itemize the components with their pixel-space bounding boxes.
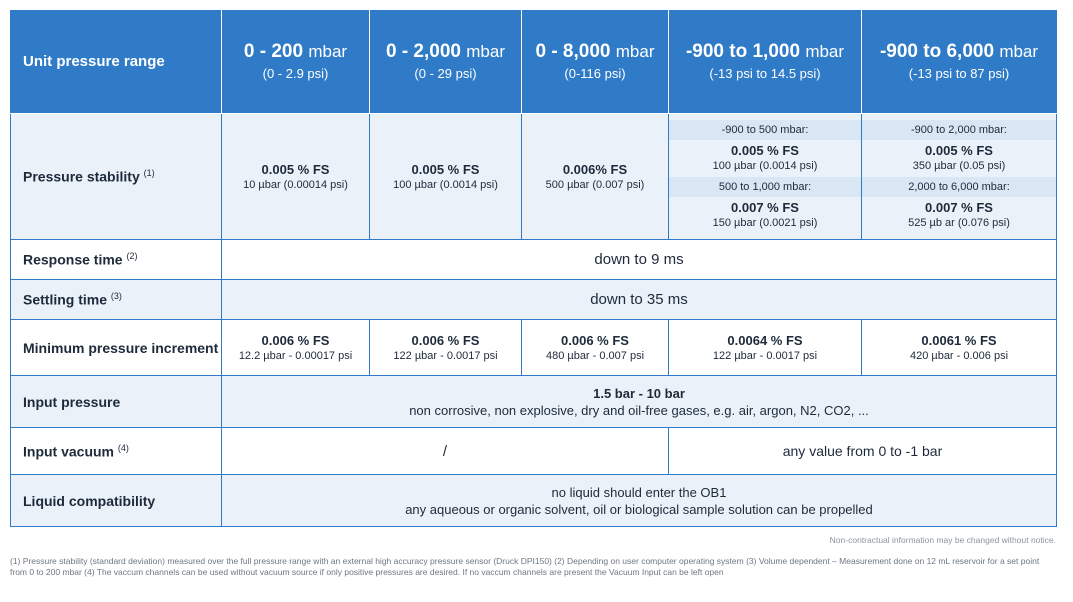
- increment-label: Minimum pressure increment: [11, 320, 222, 376]
- range-col-3: 0 - 8,000 mbar (0-116 psi): [522, 11, 669, 114]
- settling-value: down to 35 ms: [222, 280, 1057, 320]
- header-label: Unit pressure range: [11, 11, 222, 114]
- input-pressure-value: 1.5 bar - 10 bar non corrosive, non explosive, dry and oil-free gases, e.g. air, argon, N2, CO2, ...: [222, 376, 1057, 428]
- increment-col-5: 0.0061 % FS 420 µbar - 0.006 psi: [862, 320, 1057, 376]
- increment-col-1: 0.006 % FS 12.2 µbar - 0.00017 psi: [222, 320, 370, 376]
- stability-col-2: 0.005 % FS 100 µbar (0.0014 psi): [370, 114, 522, 240]
- response-value: down to 9 ms: [222, 240, 1057, 280]
- stability-col-5: -900 to 2,000 mbar: 0.005 % FS 350 µbar (0.05 psi) 2,000 to 6,000 mbar: 0.007 % FS 525 µb ar (0.076 psi): [862, 114, 1057, 240]
- specifications-table: [10, 10, 1057, 527]
- disclaimer: Non-contractual information may be changed without notice.: [829, 535, 1056, 545]
- increment-col-2: 0.006 % FS 122 µbar - 0.0017 psi: [370, 320, 522, 376]
- stability-col-3: 0.006% FS 500 µbar (0.007 psi): [522, 114, 669, 240]
- increment-row: [11, 320, 1057, 376]
- range-col-1: 0 - 200 mbar (0 - 2.9 psi): [222, 11, 370, 114]
- stability-col-4: -900 to 500 mbar: 0.005 % FS 100 µbar (0.0014 psi) 500 to 1,000 mbar: 0.007 % FS 150 µbar (0.0021 psi): [669, 114, 862, 240]
- range-col-2: 0 - 2,000 mbar (0 - 29 psi): [370, 11, 522, 114]
- footnotes: (1) Pressure stability (standard deviation) measured over the full pressure range with an external high accuracy pressure sensor (Druck DPI150) (2) Depending on user computer operating system (3) Volume dependent – Measurement done on 12 mL reservoir for a set point from 0 to 200 mbar (4) The vaccum channels can be used without vacuum source if only positive pressures are desired. If no vaccum channels are present the Vacuum Input can be left open: [10, 556, 1040, 577]
- liquid-value: no liquid should enter the OB1 any aqueous or organic solvent, oil or biological sample solution can be propelled: [222, 475, 1057, 527]
- response-label: Response time $^{(2)}$: [11, 240, 222, 280]
- liquid-label: Liquid compatibility: [11, 475, 222, 527]
- stability-row: [11, 114, 1057, 240]
- increment-col-3: 0.006 % FS 480 µbar - 0.007 psi: [522, 320, 669, 376]
- input-vacuum-right: any value from 0 to -1 bar: [669, 428, 1057, 475]
- stability-col-1: 0.005 % FS 10 µbar (0.00014 psi): [222, 114, 370, 240]
- input-vacuum-label: Input vacuum $^{(4)}$: [11, 428, 222, 475]
- settling-label: Settling time $^{(3)}$: [11, 280, 222, 320]
- input-pressure-label: Input pressure: [11, 376, 222, 428]
- liquid-row: [11, 475, 1057, 527]
- header-row: [11, 11, 1057, 114]
- input-vacuum-left: /: [222, 428, 669, 475]
- input-pressure-row: [11, 376, 1057, 428]
- input-vacuum-row: [11, 428, 1057, 475]
- range-col-4: -900 to 1,000 mbar (-13 psi to 14.5 psi): [669, 11, 862, 114]
- settling-row: [11, 280, 1057, 320]
- stability-label: Pressure stability $^{(1)}$: [11, 114, 222, 240]
- range-col-5: -900 to 6,000 mbar (-13 psi to 87 psi): [862, 11, 1057, 114]
- response-row: [11, 240, 1057, 280]
- increment-col-4: 0.0064 % FS 122 µbar - 0.0017 psi: [669, 320, 862, 376]
